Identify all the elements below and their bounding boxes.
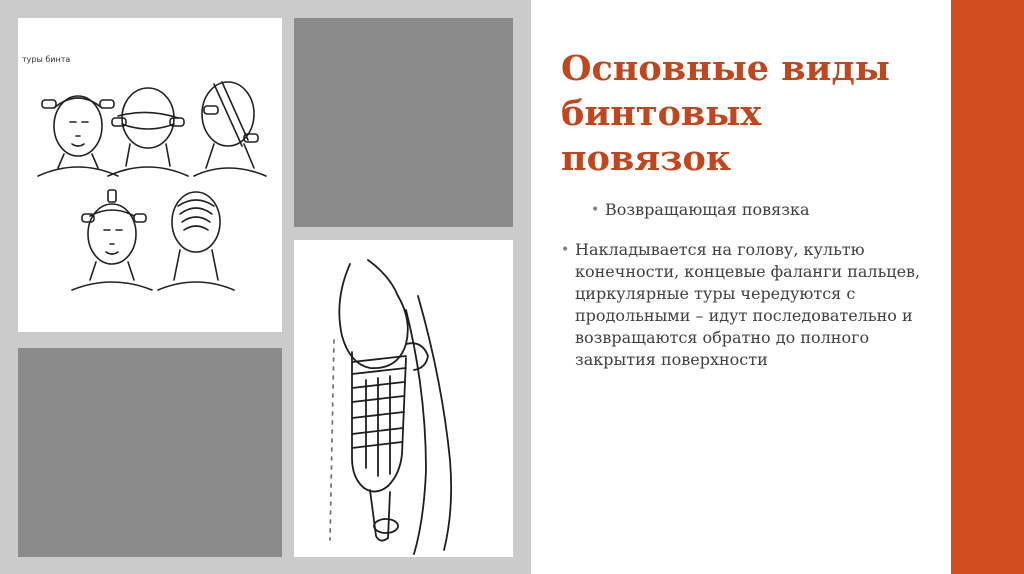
bullet-dot-icon: • [591,202,600,218]
slide-title: Основные виды бинтовых повязок [561,48,890,179]
accent-bar [951,0,1024,574]
bullet-item-1 [591,199,810,221]
finger-bandage-illustration [294,240,513,557]
placeholder-tile-top [294,18,513,227]
head-bandage-illustration [18,18,282,332]
bullet-item-2 [561,239,935,371]
finger-bandage-drawing [294,240,513,557]
head-bandage-drawing [18,18,282,332]
bullet-item-1-text: Возвращающая повязка [605,200,810,219]
bullet-dot-icon: • [561,242,570,258]
placeholder-tile-bottom [18,348,282,557]
caption-fragment: туры бинта [22,55,71,64]
bullet-item-2-text: Накладывается на голову, культю конечности, концевые фаланги пальцев, циркулярные туры чередуются с продольными – идут последовательно и возвращаются обратно до полного закрытия поверхности [575,240,921,369]
